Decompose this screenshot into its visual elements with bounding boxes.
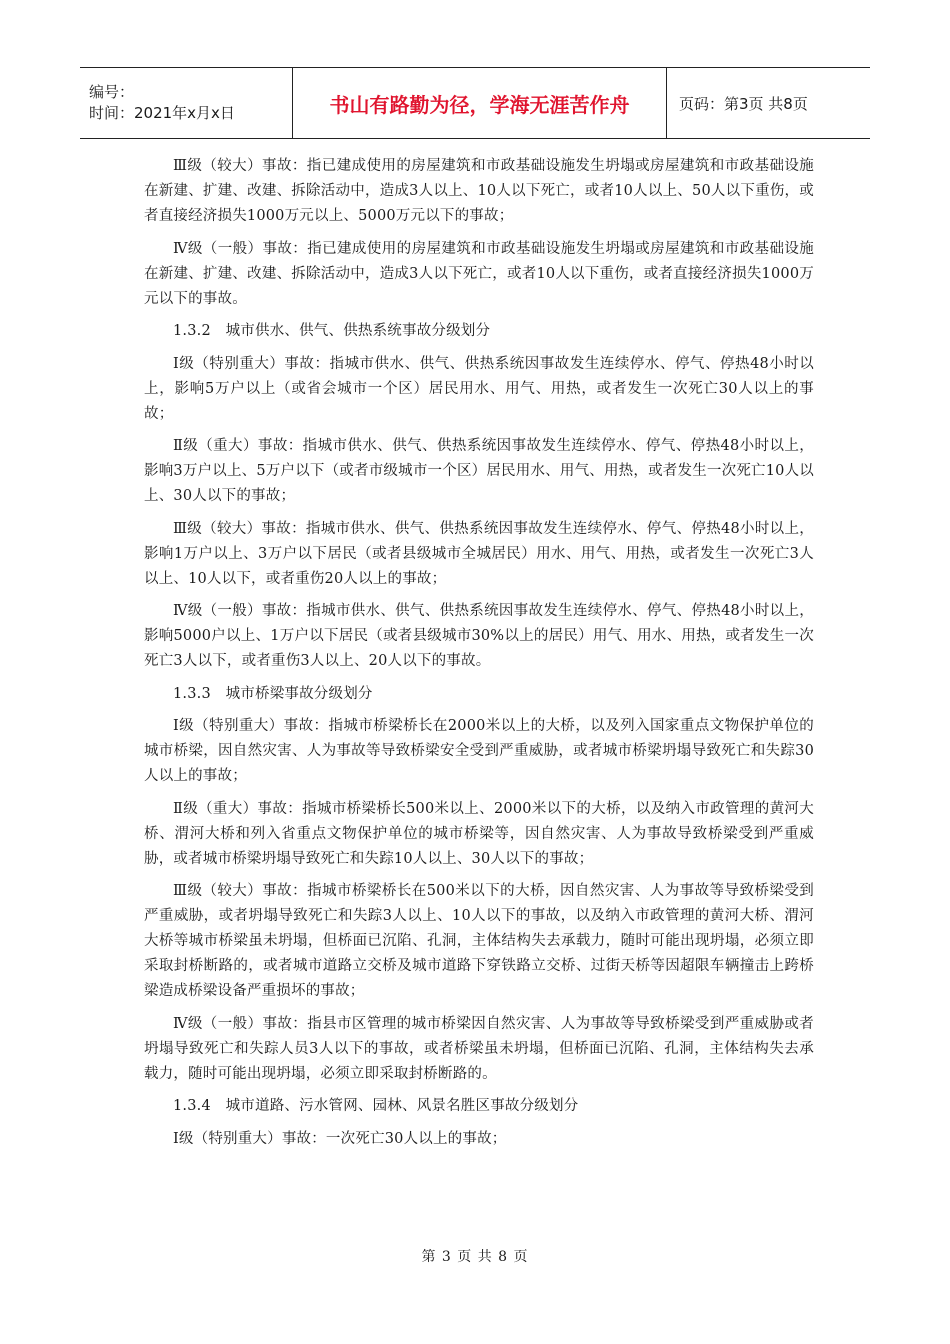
paragraph: Ⅱ级（重大）事故：指城市桥梁桥长500米以上、2000米以下的大桥，以及纳入市政管理的黄河大桥、渭河大桥和列入省重点文物保护单位的城市桥梁等，因自然灾害、人为事故导致桥梁受到严重威胁，或者城市桥梁坍塌导致死亡和失踪10人以上、30人以下的事故； <box>144 800 814 867</box>
document-number-label: 编号： <box>89 83 135 101</box>
header-motto <box>293 68 667 138</box>
paragraph: Ⅲ级（较大）事故：指已建成使用的房屋建筑和市政基础设施发生坍塌或房屋建筑和市政基础设施在新建、扩建、改建、拆除活动中，造成3人以上、10人以下死亡，或者10人以上、50人以下重伤，或者直接经济损失1000万元以上、5000万元以下的事故； <box>144 158 814 224</box>
motto-text: 书山有路勤为径，学海无涯苦作舟 <box>329 92 630 117</box>
paragraph: Ⅰ级（特别重大）事故：指城市桥梁桥长在2000米以上的大桥，以及列入国家重点文物保护单位的城市桥梁，因自然灾害、人为事故等导致桥梁安全受到严重威胁，或者城市桥梁坍塌导致死亡和失踪30人以上的事故； <box>144 718 814 784</box>
section-heading: 1.3.3 城市桥梁事故分级划分 <box>173 685 373 702</box>
paragraph: Ⅲ级（较大）事故：指城市供水、供气、供热系统因事故发生连续停水、停气、停热48小时以上，影响1万户以上、3万户以下居民（或者县级城市全城居民）用水、用气、用热，或者发生一次死亡3人以上、10人以下，或者重伤20人以上的事故； <box>144 520 814 587</box>
section-heading: 1.3.2 城市供水、供气、供热系统事故分级划分 <box>173 323 491 339</box>
paragraph: Ⅳ级（一般）事故：指县市区管理的城市桥梁因自然灾害、人为事故等导致桥梁受到严重威胁或者坍塌导致死亡和失踪人员3人以下的事故，或者桥梁虽未坍塌，但桥面已沉陷、孔洞，主体结构失去承载力，随时可能出现坍塌，必须立即采取封桥断路的。 <box>144 1015 814 1082</box>
paragraph: Ⅰ级（特别重大）事故：指城市供水、供气、供热系统因事故发生连续停水、停气、停热48小时以上，影响5万户以上（或省会城市一个区）居民用水、用气、用热，或者发生一次死亡30人以上的事故； <box>144 355 814 422</box>
paragraph: Ⅲ级（较大）事故：指城市桥梁桥长在500米以下的大桥，因自然灾害、人为事故等导致桥梁受到严重威胁，或者坍塌导致死亡和失踪3人以上、10人以下的事故，以及纳入市政管理的黄河大桥、渭河大桥等城市桥梁虽未坍塌，但桥面已沉陷、孔洞，主体结构失去承载力，随时可能出现坍塌，必须立即采取封桥断路的，或者城市道路立交桥及城市道路下穿铁路立交桥、过街天桥等因超限车辆撞击上跨桥梁造成桥梁设备严重损坏的事故； <box>144 883 814 999</box>
page-number-label: 页码：第3页 共8页 <box>679 94 808 113</box>
document-time-label: 时间：2021年x月x日 <box>89 104 235 122</box>
page-footer <box>0 1246 950 1266</box>
paragraph: Ⅳ级（一般）事故：指已建成使用的房屋建筑和市政基础设施发生坍塌或房屋建筑和市政基础设施在新建、扩建、改建、拆除活动中，造成3人以下死亡，或者10人以下重伤，或者直接经济损失1000万元以下的事故。 <box>144 240 814 307</box>
paragraph: Ⅳ级（一般）事故：指城市供水、供气、供热系统因事故发生连续停水、停气、停热48小时以上，影响5000户以上、1万户以下居民（或者县级城市30%以上的居民）用气、用水、用热，或者发生一次死亡3人以下，或者重伤3人以上、20人以下的事故。 <box>144 603 814 669</box>
paragraph: Ⅱ级（重大）事故：指城市供水、供气、供热系统因事故发生连续停水、停气、停热48小时以上，影响3万户以上、5万户以下（或者市级城市一个区）居民用水、用气、用热，或者发生一次死亡10人以上、30人以下的事故； <box>144 438 814 504</box>
paragraph: Ⅰ级（特别重大）事故：一次死亡30人以上的事故； <box>173 1130 507 1147</box>
header-meta <box>80 68 293 138</box>
page-header <box>80 67 870 139</box>
section-heading: 1.3.4 城市道路、污水管网、园林、风景名胜区事故分级划分 <box>173 1098 579 1114</box>
header-page <box>667 68 870 138</box>
document-body <box>144 154 814 1159</box>
footer-page-number: 第 3 页 共 8 页 <box>421 1249 529 1265</box>
